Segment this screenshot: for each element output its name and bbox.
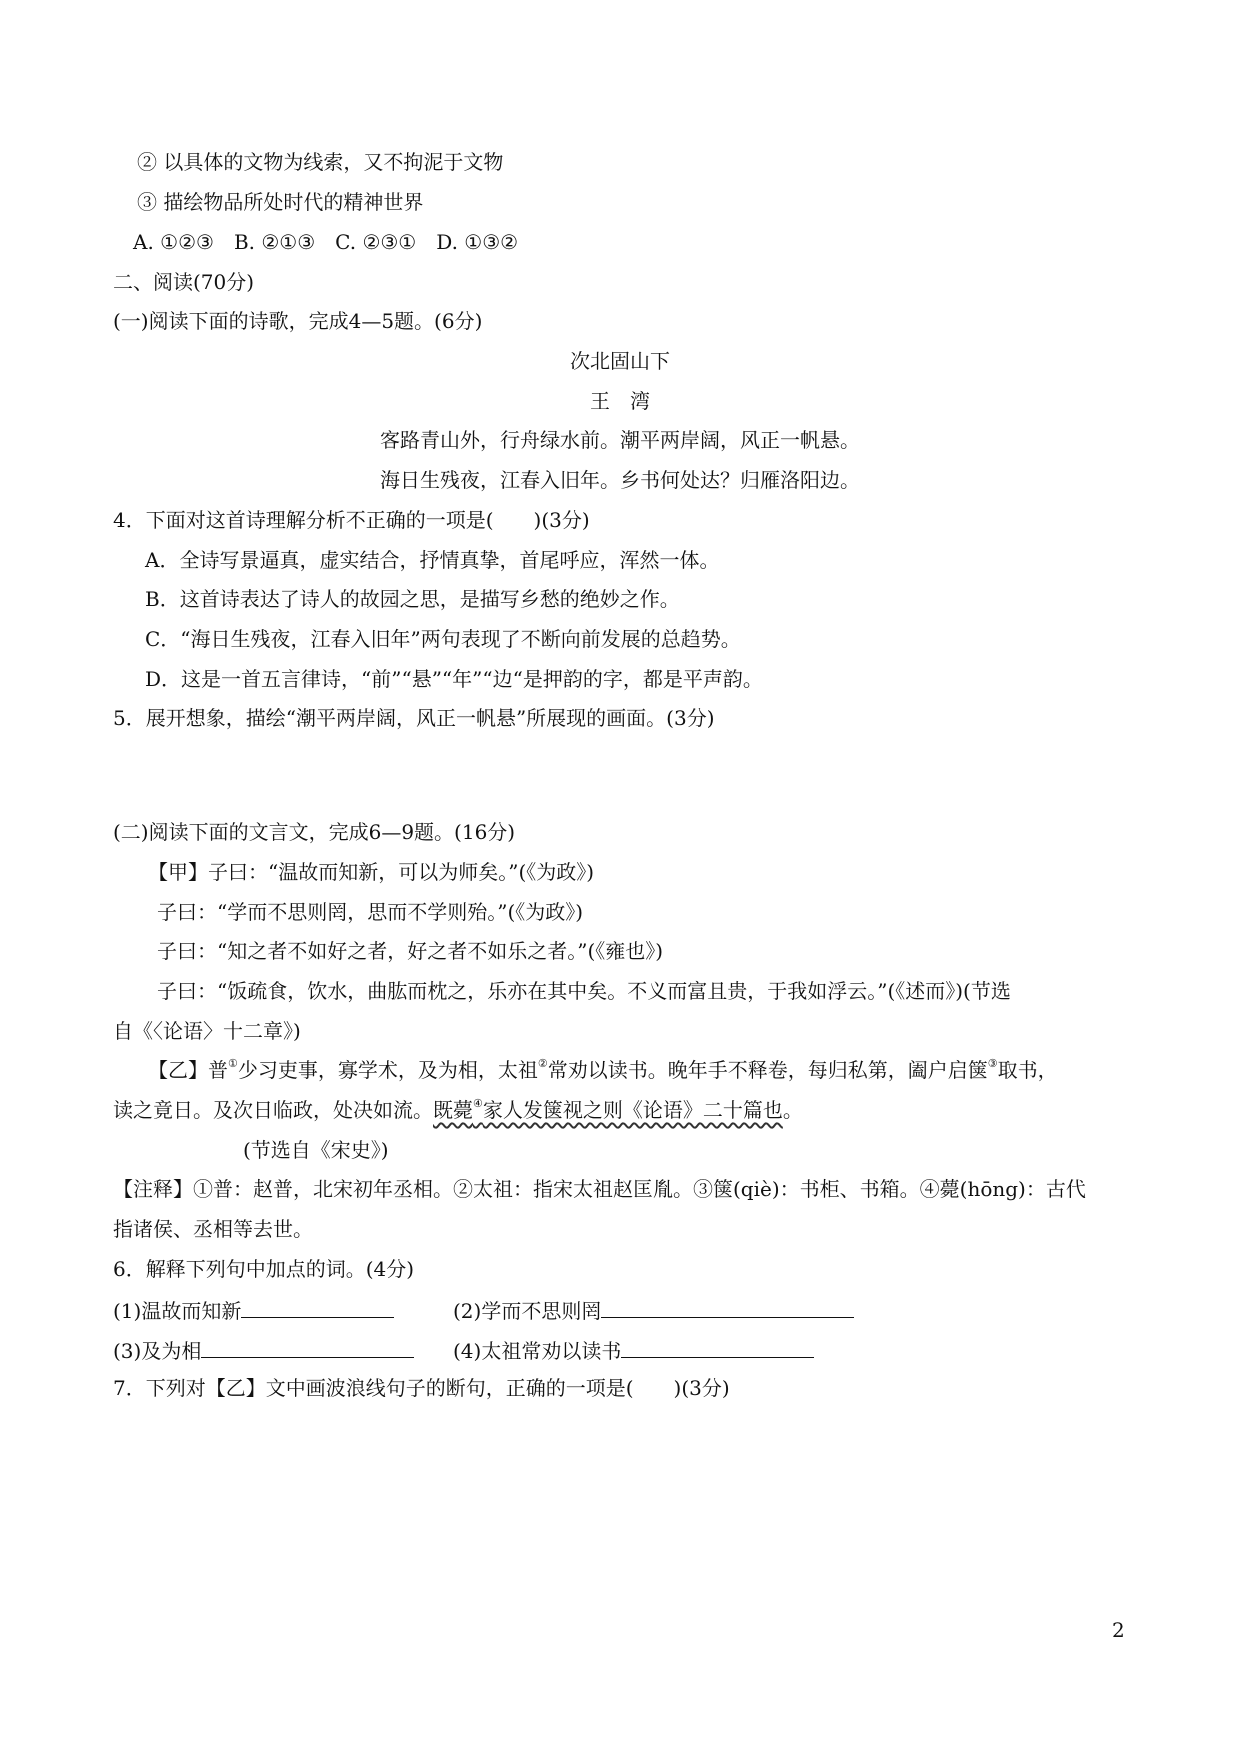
page-number: 2 [1112, 1618, 1125, 1642]
part-2-intro: (二)阅读下面的文言文，完成6—9题。(16分) [113, 820, 516, 844]
answer-blank-2[interactable] [601, 1295, 854, 1318]
poem-line-2: 海日生残夜，江春入旧年。乡书何处达？归雁洛阳边。 [380, 468, 860, 492]
q4-option-c: C．“海日生残夜，江春入旧年”两句表现了不断向前发展的总趋势。 [145, 627, 741, 651]
notes-line-2: 指诸侯、丞相等去世。 [113, 1217, 313, 1241]
q3-item-3: ③ 描绘物品所处时代的精神世界 [137, 190, 424, 214]
q6-item-4-label: (4)太祖常劝以读书 [453, 1339, 622, 1363]
q6-item-1-label: (1)温故而知新 [113, 1299, 242, 1323]
q3-options: A. ①②③ B. ②①③ C. ②③① D. ①③② [133, 230, 519, 254]
jia-line-1: 【甲】子曰：“温故而知新，可以为师矣。”(《为政》) [148, 860, 595, 884]
q7-stem: 7．下列对【乙】文中画波浪线句子的断句，正确的一项是( )(3分) [113, 1376, 730, 1400]
yi-text-c: 常劝以读书。晚年手不释卷，每归私第，阖户启箧 [547, 1058, 988, 1082]
yi-text-a: 【乙】普 [148, 1058, 228, 1082]
q3-item-2: ② 以具体的文物为线索，又不拘泥于文物 [137, 150, 504, 174]
poem-title: 次北固山下 [570, 349, 670, 373]
yi2-text-c: 家人发箧视之则《论语》二十篇也 [482, 1098, 783, 1122]
q6-stem: 6．解释下列句中加点的词。(4分) [113, 1257, 415, 1281]
q6-item-2 [453, 1295, 854, 1325]
poem-line-1: 客路青山外，行舟绿水前。潮平两岸阔，风正一帆悬。 [380, 428, 860, 452]
note-ref-2: ② [537, 1057, 548, 1071]
jia-line-4-continued: 自《〈论语〉十二章》) [113, 1019, 301, 1043]
yi2-text-b: 既薨 [433, 1098, 473, 1122]
q6-item-2-label: (2)学而不思则罔 [453, 1299, 602, 1323]
q6-item-3 [113, 1335, 414, 1365]
yi-line-2 [113, 1096, 803, 1124]
yi-line-1 [148, 1056, 1058, 1084]
jia-line-3: 子曰：“知之者不如好之者，好之者不如乐之者。”(《雍也》) [157, 939, 664, 963]
q5-stem: 5．展开想象，描绘“潮平两岸阔，风正一帆悬”所展现的画面。(3分) [113, 706, 715, 730]
yi2-text-d: 。 [782, 1098, 803, 1122]
q6-item-4 [453, 1335, 814, 1365]
yi-source: (节选自《宋史》) [243, 1138, 389, 1162]
poem-author: 王 湾 [590, 389, 650, 413]
section-2-title: 二、阅读(70分) [113, 270, 255, 294]
note-ref-4: ④ [473, 1097, 483, 1111]
q6-item-1 [113, 1295, 394, 1325]
q4-stem: 4．下面对这首诗理解分析不正确的一项是( )(3分) [113, 508, 590, 532]
answer-blank-4[interactable] [621, 1335, 814, 1358]
q6-item-3-label: (3)及为相 [113, 1339, 202, 1363]
yi2-text-a: 读之竟日。及次日临政，处决如流。 [113, 1098, 433, 1122]
jia-line-2: 子曰：“学而不思则罔，思而不学则殆。”(《为政》) [157, 900, 584, 924]
q4-option-d: D．这是一首五言律诗，“前”“悬”“年”“边“是押韵的字，都是平声韵。 [145, 667, 763, 691]
answer-blank-3[interactable] [201, 1335, 414, 1358]
yi-text-d: 取书， [997, 1058, 1058, 1082]
yi-text-b: 少习吏事，寡学术，及为相，太祖 [237, 1058, 538, 1082]
q4-option-b: B．这首诗表达了诗人的故园之思，是描写乡愁的绝妙之作。 [145, 587, 680, 611]
note-ref-3: ③ [987, 1057, 998, 1071]
notes-line-1: 【注释】①普：赵普，北宋初年丞相。②太祖：指宋太祖赵匡胤。③箧(qiè)：书柜、书箱。④薨(hōng)：古代 [113, 1177, 1086, 1201]
answer-blank-1[interactable] [241, 1295, 394, 1318]
part-1-intro: (一)阅读下面的诗歌，完成4—5题。(6分) [113, 309, 483, 333]
wavy-underlined-sentence [433, 1098, 783, 1122]
note-ref-1: ① [228, 1057, 238, 1071]
jia-line-4: 子曰：“饭疏食，饮水，曲肱而枕之，乐亦在其中矣。不义而富且贵，于我如浮云。”(《述而》)(节选 [157, 979, 1011, 1003]
q4-option-a: A．全诗写景逼真，虚实结合，抒情真挚，首尾呼应，浑然一体。 [145, 548, 720, 572]
